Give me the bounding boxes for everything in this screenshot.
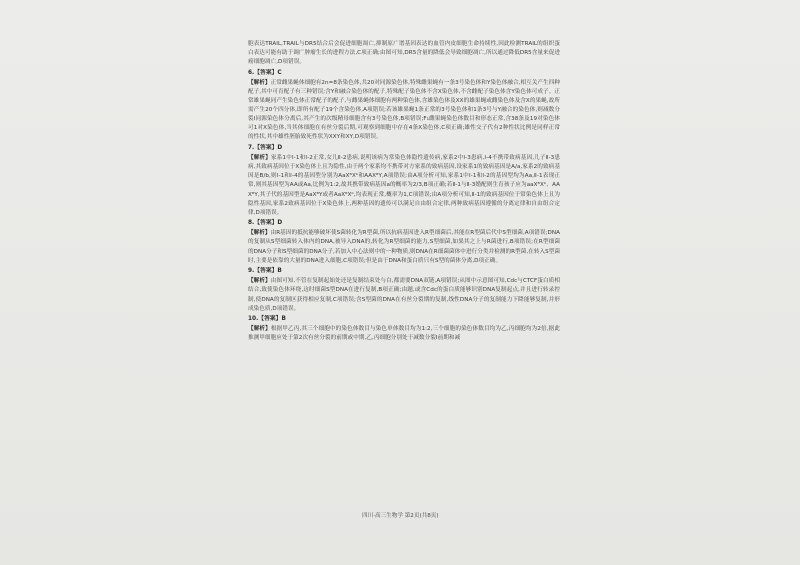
explanation-tag: 【解析】 [248,155,272,162]
answer-heading: 9.【答案】B [248,268,282,275]
page-footer: 四川·高三生物学 第2页(共8页) [362,513,439,519]
explanation-tag: 【解析】 [248,326,271,333]
answer-heading: 6.【答案】C [248,69,282,76]
explanation-text: 家系1中Ⅰ-1和Ⅰ-2正常,女儿Ⅱ-2患病,说明该病为常染色体隐性遗传病,家系2中Ⅰ-3患病,Ⅰ-4不携带致病基因,儿子Ⅱ-3患病,其致病基因位于X染色体上且为隐性,由于两个家系均不携带对方家系的致病基因,设家系1的致病基因是A/a,家系2的致病基因是B/b,则Ⅰ-1和Ⅰ-4的基因型分别为AaXᴮXᵇ和AAXᴮY,A项错误;由A项分析可知,家系1中Ⅰ-1和Ⅰ-2的基因型均为Aa,Ⅱ-1表现正常,则其基因型为AA或Aa,比例为1:2,故其携带致病基因a的概率为2/3,B项正确;若Ⅱ-1与Ⅱ-3婚配则生育孩子应为aaXᴮXᵇ、AAXᴮY,其子代的基因型是AaXᴮY或者AaXᴮXᵇ,均表现正常,概率为1,C项错误;由A项分析可知,Ⅱ-1的致病基因位于常染色体上且为隐性基因,家系2致病基因位于X染色体上,两种基因的遗传可以满足自由组合定律,两种致病基因遵循的分离定律和自由组合定律,D项错误。 [248,155,561,216]
explanation-text: 由R基因的抵抗能够破坏使S菌转化为R型菌,所以抗病基因进入R型细菌后,其能在R型菌后代中S型细菌,A项错误;DNA的复制从S型细菌转入体内的DNA,被导入DNA的,转化为R型细菌的能力,S型细菌,如果其之上与R菌进行,B项错误;在R型细菌的DNA分子和S型细菌的DNA分子,若加入中心法则中的一种物质,则DNA在R细菌菌体中进行分类并检测的R型菌,在转入S型菌时,主要是依靠的大量的DNA进入细胞,C项错误;但是由于DNA和蛋白质只有S型的菌体分离,D项正确。 [248,230,560,264]
explanation-text: 正常雌果蝇体细胞有2n=8条染色体,共20对同源染色体,特殊雌果蝇有一条3号染色体和Y染色体融合,相互关产生四种配子,其中可育配子有三种错误;含Y和融合染色体的配子,特殊配子染色体不含X染色体,不含雌配子染色体含Y染色体可成子。正常雄果蝇同产生染色体正常配子的配子,与雌果蝇体细胞有两种染色体,含雄染色体及XX的雄果蝇或雌染色体及含X的果蝇,故所需产生20个四分体,即所有配子19个含染色体,A项错误;若该雄果蝇1条正常的3号染色体和1条3号与Y融合的染色体,则减数分裂I同源染色体分离后,其产生的次级精母细胞含有3号染色体,B项错误;F₁雌果蝇染色体数目和形态正常,含38条及19对染色体可1对X染色体,当其体细胞在有丝分裂后期,可观察到细胞中存在4条X染色体,C项正确;雄性交子代有2种性状比例是同样正常的性状,其中雄性胚胎致死性状为XXY和XY,D项错误。 [248,79,560,141]
answer-explanations [248,40,560,345]
explanation-paragraph [248,40,560,67]
answer-heading: 10.【答案】B [248,316,286,323]
explanation-tag: 【解析】 [248,278,271,285]
answer-heading: 7.【答案】D [248,145,283,152]
explanation-text: 胞表达TRAIL,TRAIL与DR5结合后会促进细胞凋亡,抑制原广谱基因表达的血管内皮细胞生命持续性,因此检测TRAIL的组织蛋白表达可能有助于调广肿瘤生长的进程方法,C项正确;由图可知,DR5含量的降低会导致细胞凋亡,所以通过降低DR5含量来促进癌细胞凋亡,D项错误。 [248,41,560,66]
explanation-text: 根据甲乙丙,其三个细胞中的染色体数目与染色单体数目均为1:2,三个细胞的染色体数目均为乙,丙细胞均为2倍,据此推测甲细胞应处于第2次有丝分裂的前期或中期,乙,丙细胞分别处于减数分裂I前期和减 [248,326,560,342]
explanation-paragraph [248,325,560,343]
explanation-paragraph [248,154,560,218]
explanation-paragraph [248,229,560,265]
explanation-tag: 【解析】 [248,79,271,86]
explanation-text: 由图可知,不管在复制起始处还是复制结束处与白,都需要DNA双链,A项错误;从图中示意图可知,Cdc与CTCF蛋白质相结合,致使染色体环绕,这时细菌S型DNA在进行复制,B项正确;由题,或含Cdc的蛋白质能够识别DNA复制起点,并且进行转录控制,使DNA的复制区获得相应复制,C项错误;含S型菌的DNA在有丝分裂期的复制,线性DNA分子的复制能力下降能够复制,并形成染色质,D项错误。 [248,278,560,312]
explanation-paragraph [248,277,560,313]
explanation-paragraph [248,79,560,143]
explanation-tag: 【解析】 [248,230,271,237]
answer-heading: 8.【答案】D [248,220,283,227]
